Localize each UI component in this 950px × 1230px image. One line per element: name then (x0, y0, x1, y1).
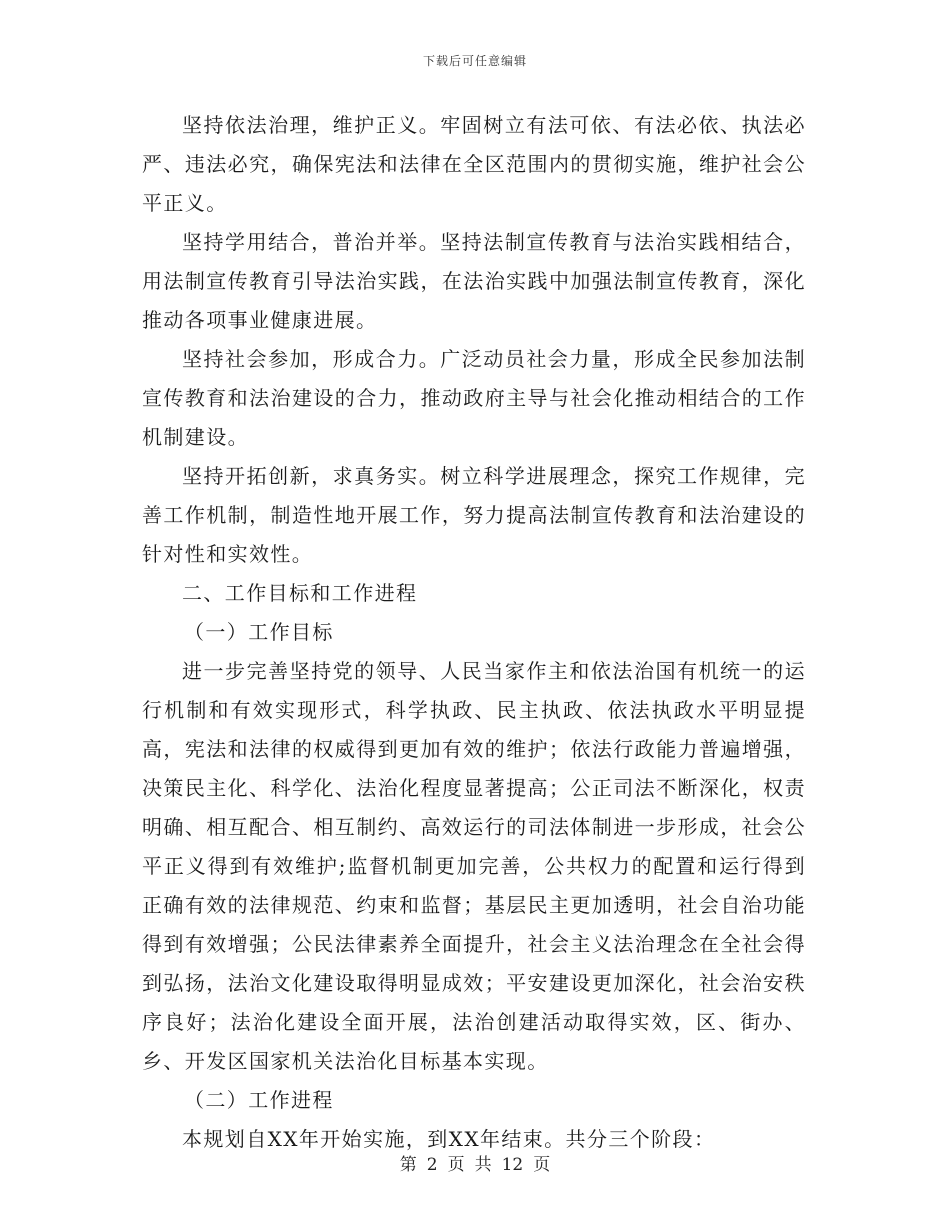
page-footer (0, 1150, 950, 1175)
page-number: 2 (426, 1155, 438, 1175)
paragraph-goals: 进一步完善坚持党的领导、人民当家作主和依法治国有机统一的运行机制和有效实现形式，科学执政、民主执政、依法执政水平明显提高，宪法和法律的权威得到更加有效的维护；依法行政能力普遍增强，决策民主化、科学化、法治化程度显著提高；公正司法不断深化，权责明确、相互配合、相互制约、高效运行的司法体制进一步形成，社会公平正义得到有效维护;监督机制更加完善，公共权力的配置和运行得到正确有效的法律规范、约束和监督；基层民主更加透明，社会自治功能得到有效增强；公民法律素养全面提升，社会主义法治理念在全社会得到弘扬，法治文化建设取得明显成效；平安建设更加深化，社会治安秩序良好；法治化建设全面开展，法治创建活动取得实效，区、街办、乡、开发区国家机关法治化目标基本实现。 (142, 659, 806, 1073)
section-heading: 二、工作目标和工作进程 (182, 581, 418, 605)
footer-gong: 共 (474, 1155, 492, 1175)
page-total: 12 (501, 1155, 524, 1175)
footer-ye: 页 (447, 1155, 465, 1175)
paragraph-process: 本规划自XX年开始实施，到XX年结束。共分三个阶段： (182, 1127, 716, 1151)
paragraph-innovation: 坚持开拓创新，求真务实。树立科学进展理念，探究工作规律，完善工作机制，制造性地开展工作，努力提高法制宣传教育和法治建设的针对性和实效性。 (142, 464, 806, 566)
paragraph-study-application: 坚持学用结合，普治并举。坚持法制宣传教育与法治实践相结合，用法制宣传教育引导法治实践，在法治实践中加强法制宣传教育，深化推动各项事业健康进展。 (142, 230, 806, 332)
header-note: 下载后可任意编辑 (422, 54, 527, 68)
paragraph-rule-of-law: 坚持依法治理，维护正义。牢固树立有法可依、有法必依、执法必严、违法必究，确保宪法和法律在全区范围内的贯彻实施，维护社会公平正义。 (142, 113, 806, 215)
subsection-heading-process: （二）工作进程 (184, 1088, 334, 1112)
subsection-heading-goals: （一）工作目标 (184, 620, 334, 644)
footer-di: 第 (399, 1155, 417, 1175)
footer-ye2: 页 (533, 1155, 551, 1175)
document-body (142, 106, 806, 1159)
paragraph-social-participation: 坚持社会参加，形成合力。广泛动员社会力量，形成全民参加法制宣传教育和法治建设的合力，推动政府主导与社会化推动相结合的工作机制建设。 (142, 347, 806, 449)
